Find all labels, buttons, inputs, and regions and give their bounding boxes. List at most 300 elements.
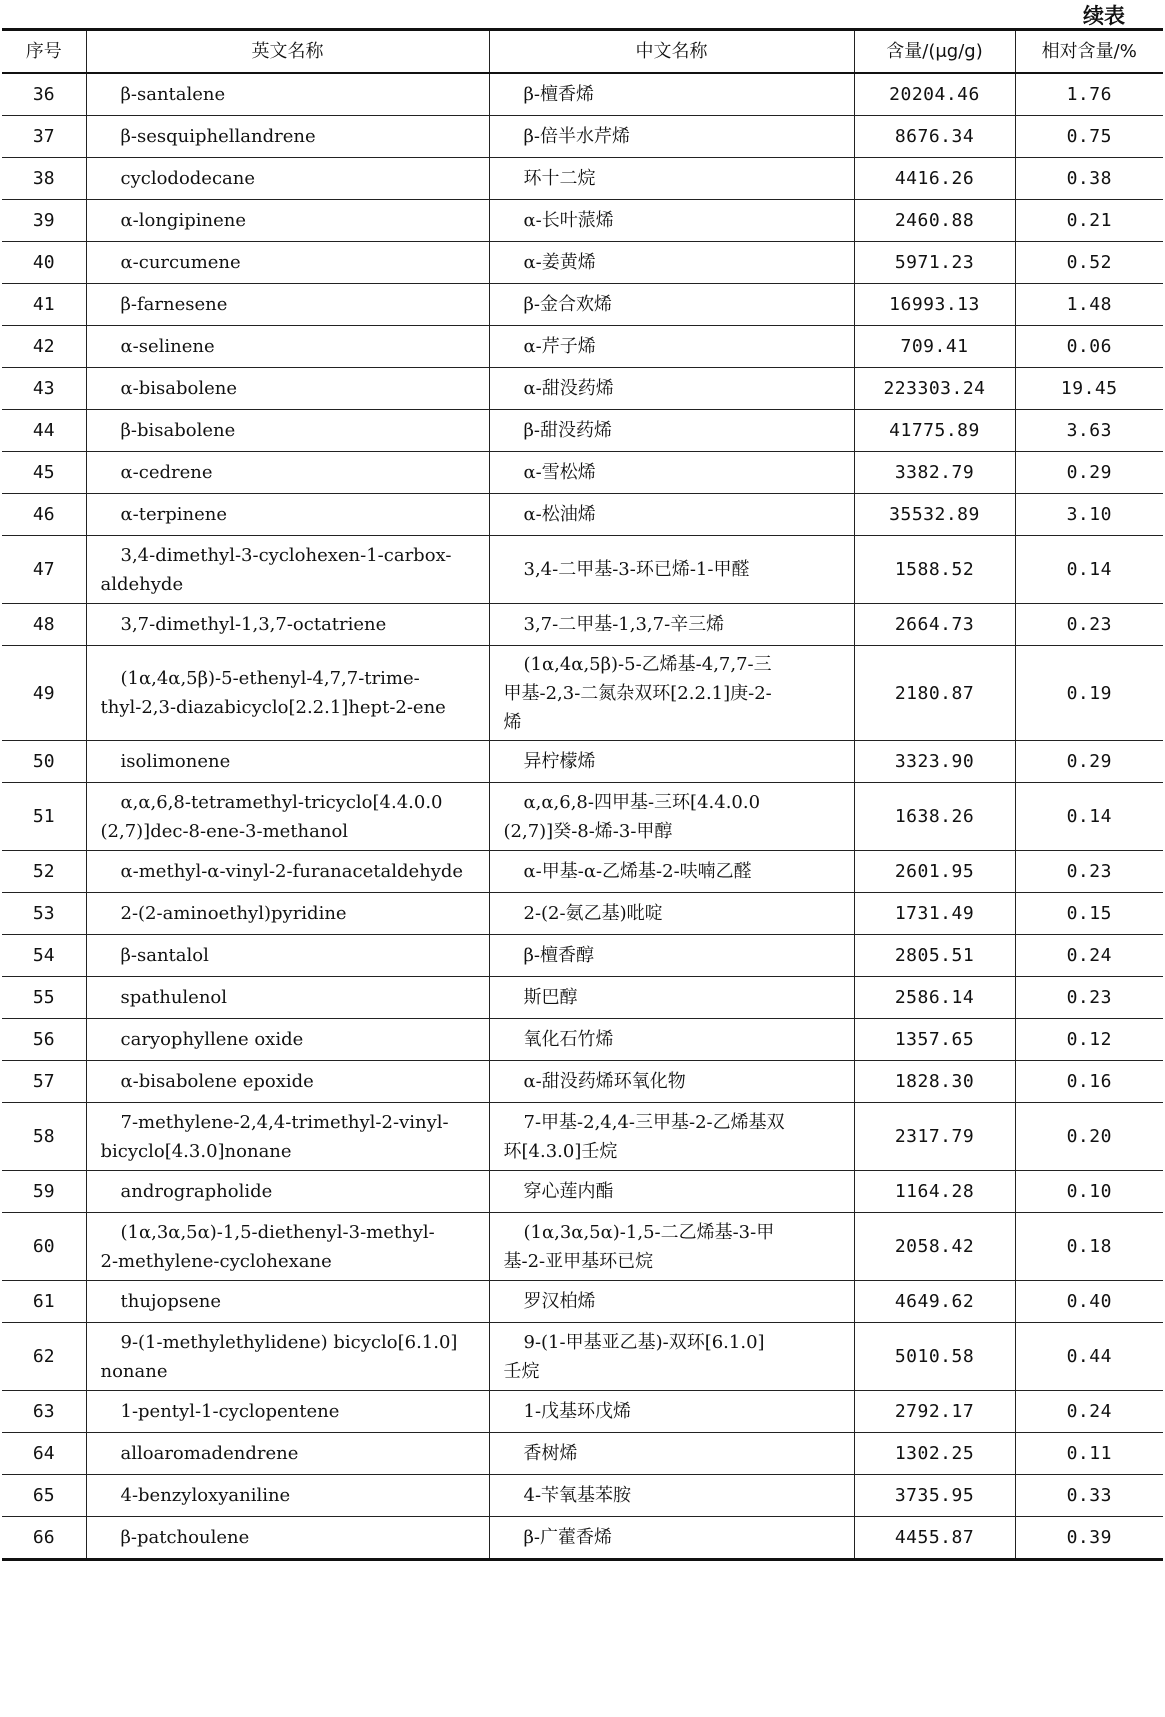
cell-content [854,893,1015,935]
cell-english-name [86,116,489,158]
cell-english-name-text: alloaromadendrene [120,1443,299,1464]
cell-content [854,1019,1015,1061]
cell-serial-no-text: 57 [32,1071,55,1092]
cell-chinese-name-text: α-长叶蒎烯 [523,210,614,231]
cell-chinese-name [489,604,854,646]
cell-content [854,200,1015,242]
cell-content-text: 41775.89 [889,420,980,441]
cell-english-name-text: thyl-2,3-diazabicyclo[2.2.1]hept-2-ene [100,697,446,718]
cell-chinese-name-text: 甲基-2,3-二氮杂双环[2.2.1]庚-2- [503,682,772,704]
cell-english-name-text: (1α,3α,5α)-1,5-diethenyl-3-methyl- [120,1221,435,1243]
cell-chinese-name [489,1171,854,1213]
cell-relative-content [1015,783,1163,851]
cell-content-text: 223303.24 [883,378,986,399]
cell-content-text: 8676.34 [894,126,975,147]
cell-relative-content [1015,1391,1163,1433]
cell-relative-content-text: 0.24 [1066,945,1112,966]
cell-relative-content [1015,494,1163,536]
cell-relative-content-text: 0.20 [1066,1126,1112,1147]
cell-content [854,326,1015,368]
cell-chinese-name-text: β-檀香醇 [523,945,594,966]
cell-content-text: 1164.28 [894,1181,975,1202]
cell-english-name [86,494,489,536]
cell-serial-no-text: 42 [32,336,55,357]
cell-chinese-name-text: 烯 [503,711,522,733]
cell-chinese-name-text: β-甜没药烯 [523,420,612,441]
cell-relative-content-text: 0.29 [1066,462,1112,483]
table-row [2,368,1163,410]
cell-chinese-name-text: 穿心莲内酯 [523,1181,614,1202]
cell-serial-no [2,284,86,326]
cell-chinese-name [489,1281,854,1323]
cell-chinese-name-text: α-雪松烯 [523,462,596,483]
cell-chinese-name [489,741,854,783]
cell-serial-no-text: 56 [32,1029,55,1050]
cell-serial-no [2,1475,86,1517]
cell-chinese-name-text: 氧化石竹烯 [523,1029,614,1050]
table-continued-caption: 续表 [1083,4,1125,28]
cell-serial-no [2,536,86,604]
cell-serial-no-text: 53 [32,903,55,924]
cell-relative-content [1015,116,1163,158]
cell-english-name-text: β-sesquiphellandrene [120,126,316,147]
cell-relative-content-text: 0.33 [1066,1485,1112,1506]
cell-serial-no [2,604,86,646]
cell-english-name-text: α-bisabolene [120,378,237,399]
cell-content-text: 1828.30 [894,1071,975,1092]
cell-chinese-name [489,200,854,242]
cell-content-text: 709.41 [900,336,969,357]
table-row [2,1061,1163,1103]
cell-chinese-name-text: 斯巴醇 [523,987,578,1008]
cell-english-name [86,646,489,741]
table-row [2,452,1163,494]
cell-chinese-name [489,116,854,158]
cell-serial-no-text: 49 [32,682,55,704]
cell-relative-content-text: 0.29 [1066,751,1112,772]
cell-english-name-text: thujopsene [120,1291,221,1312]
cell-relative-content-text: 0.38 [1066,168,1112,189]
cell-content [854,1433,1015,1475]
cell-relative-content [1015,1475,1163,1517]
cell-serial-no-text: 59 [32,1181,55,1202]
cell-serial-no [2,368,86,410]
cell-chinese-name [489,977,854,1019]
cell-english-name [86,410,489,452]
table-row [2,1323,1163,1391]
cell-content-text: 1302.25 [894,1443,975,1464]
cell-relative-content [1015,1061,1163,1103]
cell-chinese-name-text: 2-(2-氨乙基)吡啶 [523,903,663,924]
cell-english-name-text: 2-methylene-cyclohexane [100,1250,332,1272]
cell-chinese-name-text: α-甜没药烯 [523,378,614,399]
cell-content-text: 4416.26 [894,168,975,189]
cell-english-name [86,1323,489,1391]
cell-chinese-name [489,242,854,284]
cell-english-name-text: α-terpinene [120,504,227,525]
cell-serial-no-text: 64 [32,1443,55,1464]
cell-relative-content-text: 1.76 [1066,84,1112,105]
cell-content-text: 20204.46 [889,84,980,105]
table-row [2,73,1163,116]
cell-chinese-name-text: α-甜没药烯环氧化物 [523,1071,686,1092]
cell-serial-no-text: 37 [32,126,55,147]
cell-content [854,1213,1015,1281]
cell-content-text: 3323.90 [894,751,975,772]
cell-content [854,410,1015,452]
cell-serial-no [2,646,86,741]
cell-serial-no [2,158,86,200]
cell-relative-content-text: 3.63 [1066,420,1112,441]
cell-english-name [86,1475,489,1517]
cell-serial-no-text: 39 [32,210,55,231]
table-row [2,536,1163,604]
cell-content-text: 3735.95 [894,1485,975,1506]
cell-chinese-name-text: β-檀香烯 [523,84,594,105]
cell-chinese-name-text: β-金合欢烯 [523,294,612,315]
cell-content [854,452,1015,494]
cell-english-name-text: α-selinene [120,336,215,357]
cell-relative-content-text: 0.23 [1066,614,1112,635]
table-row [2,741,1163,783]
cell-content-text: 5010.58 [894,1346,975,1367]
cell-english-name [86,741,489,783]
cell-content-text: 1357.65 [894,1029,975,1050]
table-row [2,851,1163,893]
cell-serial-no-text: 38 [32,168,55,189]
cell-english-name-text: 4-benzyloxyaniline [120,1485,291,1506]
cell-chinese-name-text: 4-苄氧基苯胺 [523,1485,632,1506]
cell-content [854,1391,1015,1433]
cell-relative-content [1015,536,1163,604]
cell-serial-no-text: 48 [32,614,55,635]
cell-english-name-text: caryophyllene oxide [120,1029,304,1050]
cell-relative-content-text: 0.14 [1066,806,1112,827]
cell-chinese-name [489,1103,854,1171]
cell-content-text: 1731.49 [894,903,975,924]
cell-chinese-name [489,783,854,851]
cell-relative-content [1015,368,1163,410]
cell-serial-no [2,494,86,536]
cell-english-name [86,1391,489,1433]
cell-serial-no [2,1019,86,1061]
cell-relative-content-text: 19.45 [1060,378,1118,399]
cell-relative-content [1015,646,1163,741]
header-relative-content: 相对含量/% [1015,30,1163,74]
cell-chinese-name [489,1475,854,1517]
table-row [2,1475,1163,1517]
cell-relative-content [1015,242,1163,284]
cell-english-name [86,326,489,368]
cell-serial-no-text: 43 [32,378,55,399]
table-header-row [2,30,1163,74]
cell-relative-content [1015,200,1163,242]
cell-relative-content [1015,73,1163,116]
cell-english-name-text: β-santalol [120,945,209,966]
cell-chinese-name [489,1391,854,1433]
table-row [2,1103,1163,1171]
cell-content [854,1323,1015,1391]
cell-english-name [86,783,489,851]
cell-content [854,851,1015,893]
cell-relative-content [1015,893,1163,935]
cell-english-name-text: nonane [100,1360,168,1382]
cell-english-name-text: cyclododecane [120,168,256,189]
cell-chinese-name-text: 9-(1-甲基亚乙基)-双环[6.1.0] [523,1331,765,1353]
cell-relative-content-text: 0.14 [1066,559,1112,580]
cell-chinese-name [489,368,854,410]
cell-serial-no-text: 61 [32,1291,55,1312]
cell-content [854,741,1015,783]
cell-content [854,783,1015,851]
cell-chinese-name-text: 3,4-二甲基-3-环已烯-1-甲醛 [523,559,750,580]
cell-relative-content [1015,1433,1163,1475]
cell-relative-content [1015,741,1163,783]
cell-content [854,1171,1015,1213]
cell-chinese-name-text: 罗汉柏烯 [523,1291,596,1312]
cell-content [854,242,1015,284]
cell-serial-no [2,200,86,242]
cell-serial-no [2,893,86,935]
cell-serial-no-text: 63 [32,1401,55,1422]
cell-content-text: 2586.14 [894,987,975,1008]
cell-chinese-name-text: 香树烯 [523,1443,578,1464]
cell-serial-no [2,326,86,368]
cell-relative-content [1015,1281,1163,1323]
cell-chinese-name-text: 环十二烷 [523,168,596,189]
cell-english-name-text: bicyclo[4.3.0]nonane [100,1140,292,1162]
cell-relative-content [1015,1171,1163,1213]
cell-serial-no [2,410,86,452]
cell-content-text: 2317.79 [894,1126,975,1147]
cell-chinese-name [489,1061,854,1103]
table-row [2,326,1163,368]
cell-english-name [86,1171,489,1213]
cell-content [854,158,1015,200]
cell-chinese-name-text: α-甲基-α-乙烯基-2-呋喃乙醛 [523,861,752,882]
cell-content-text: 35532.89 [889,504,980,525]
cell-english-name [86,1019,489,1061]
cell-content-text: 4455.87 [894,1527,975,1548]
cell-serial-no-text: 44 [32,420,55,441]
cell-content [854,1103,1015,1171]
cell-chinese-name-text: α-芹子烯 [523,336,596,357]
cell-chinese-name [489,1213,854,1281]
cell-chinese-name [489,73,854,116]
cell-english-name-text: 3,7-dimethyl-1,3,7-octatriene [120,614,387,635]
cell-serial-no [2,1213,86,1281]
cell-relative-content [1015,452,1163,494]
header-chinese-name: 中文名称 [489,30,854,74]
cell-english-name [86,73,489,116]
cell-chinese-name-text: α,α,6,8-四甲基-三环[4.4.0.0 [523,791,761,813]
cell-serial-no [2,1433,86,1475]
cell-english-name-text: 2-(2-aminoethyl)pyridine [120,903,347,924]
cell-serial-no [2,1391,86,1433]
cell-relative-content-text: 0.44 [1066,1346,1112,1367]
cell-english-name-text: α-cedrene [120,462,213,483]
cell-relative-content [1015,977,1163,1019]
cell-content [854,1475,1015,1517]
table-row [2,1019,1163,1061]
cell-content [854,536,1015,604]
table-row [2,1391,1163,1433]
cell-serial-no [2,935,86,977]
cell-english-name-text: β-patchoulene [120,1527,250,1548]
cell-english-name-text: aldehyde [100,573,184,595]
table-row [2,200,1163,242]
cell-serial-no-text: 50 [32,751,55,772]
cell-content-text: 2460.88 [894,210,975,231]
table-row [2,1517,1163,1560]
cell-relative-content-text: 0.23 [1066,987,1112,1008]
header-english-name: 英文名称 [86,30,489,74]
cell-serial-no [2,1171,86,1213]
cell-chinese-name-text: 壬烷 [503,1360,540,1382]
cell-serial-no-text: 46 [32,504,55,525]
cell-serial-no-text: 60 [32,1236,55,1257]
cell-chinese-name [489,1323,854,1391]
table-row [2,1171,1163,1213]
cell-serial-no-text: 58 [32,1126,55,1147]
cell-relative-content-text: 0.52 [1066,252,1112,273]
cell-english-name-text: isolimonene [120,751,231,772]
cell-serial-no [2,1281,86,1323]
cell-content-text: 2664.73 [894,614,975,635]
cell-relative-content-text: 3.10 [1066,504,1112,525]
cell-serial-no [2,851,86,893]
header-content: 含量/(μg/g) [854,30,1015,74]
table-row [2,242,1163,284]
compound-table [2,28,1163,1561]
table-row [2,783,1163,851]
cell-serial-no-text: 65 [32,1485,55,1506]
header-serial-no: 序号 [2,30,86,74]
cell-chinese-name [489,1019,854,1061]
cell-content [854,116,1015,158]
cell-content-text: 2058.42 [894,1236,975,1257]
cell-relative-content [1015,935,1163,977]
table-row [2,935,1163,977]
cell-chinese-name-text: 7-甲基-2,4,4-三甲基-2-乙烯基双 [523,1111,785,1133]
cell-chinese-name [489,410,854,452]
cell-english-name-text: (2,7)]dec-8-ene-3-methanol [100,820,349,842]
cell-serial-no-text: 62 [32,1346,55,1367]
cell-english-name-text: (1α,4α,5β)-5-ethenyl-4,7,7-trime- [120,668,420,689]
cell-relative-content [1015,851,1163,893]
cell-chinese-name [489,1517,854,1560]
cell-english-name-text: α-bisabolene epoxide [120,1071,314,1092]
cell-relative-content-text: 0.24 [1066,1401,1112,1422]
table-row [2,494,1163,536]
cell-english-name [86,242,489,284]
table-row [2,158,1163,200]
cell-relative-content [1015,1019,1163,1061]
cell-content [854,73,1015,116]
cell-serial-no [2,1323,86,1391]
cell-english-name [86,935,489,977]
cell-chinese-name-text: (1α,4α,5β)-5-乙烯基-4,7,7-三 [523,653,772,675]
cell-serial-no [2,242,86,284]
table-row [2,646,1163,741]
cell-relative-content-text: 0.10 [1066,1181,1112,1202]
cell-chinese-name [489,452,854,494]
cell-chinese-name-text: β-倍半水芹烯 [523,126,630,147]
cell-content-text: 3382.79 [894,462,975,483]
cell-chinese-name-text: α-松油烯 [523,504,596,525]
cell-relative-content-text: 0.40 [1066,1291,1112,1312]
cell-relative-content-text: 0.19 [1066,682,1112,704]
cell-relative-content [1015,604,1163,646]
cell-serial-no-text: 45 [32,462,55,483]
cell-english-name-text: 7-methylene-2,4,4-trimethyl-2-vinyl- [120,1111,449,1133]
cell-english-name-text: α-longipinene [120,210,246,231]
cell-chinese-name [489,494,854,536]
cell-relative-content-text: 1.48 [1066,294,1112,315]
cell-serial-no [2,452,86,494]
cell-english-name [86,604,489,646]
table-row [2,977,1163,1019]
cell-content-text: 4649.62 [894,1291,975,1312]
cell-english-name-text: spathulenol [120,987,228,1008]
table-row [2,410,1163,452]
cell-chinese-name [489,646,854,741]
cell-chinese-name [489,893,854,935]
cell-chinese-name-text: 环[4.3.0]壬烷 [503,1140,618,1162]
cell-chinese-name-text: (2,7)]癸-8-烯-3-甲醇 [503,820,673,842]
cell-content [854,977,1015,1019]
cell-chinese-name [489,1433,854,1475]
cell-english-name [86,368,489,410]
cell-serial-no-text: 52 [32,861,55,882]
cell-english-name-text: β-santalene [120,84,226,105]
cell-chinese-name [489,284,854,326]
cell-chinese-name [489,326,854,368]
cell-content [854,284,1015,326]
cell-relative-content [1015,326,1163,368]
cell-english-name [86,452,489,494]
cell-relative-content [1015,1103,1163,1171]
cell-content [854,1281,1015,1323]
cell-content-text: 1588.52 [894,559,975,580]
table-row [2,1433,1163,1475]
cell-serial-no-text: 54 [32,945,55,966]
cell-english-name [86,536,489,604]
cell-chinese-name-text: 3,7-二甲基-1,3,7-辛三烯 [523,614,725,635]
cell-serial-no [2,116,86,158]
cell-chinese-name-text: α-姜黄烯 [523,252,596,273]
cell-serial-no [2,73,86,116]
cell-english-name-text: andrographolide [120,1181,273,1202]
cell-relative-content [1015,1213,1163,1281]
cell-chinese-name-text: 异柠檬烯 [523,751,596,772]
cell-serial-no-text: 51 [32,806,55,827]
cell-content-text: 2180.87 [894,682,975,704]
cell-relative-content-text: 0.75 [1066,126,1112,147]
table-row [2,893,1163,935]
cell-english-name-text: α-methyl-α-vinyl-2-furanacetaldehyde [120,861,464,882]
cell-serial-no [2,1103,86,1171]
cell-relative-content-text: 0.11 [1066,1443,1112,1464]
cell-relative-content-text: 0.16 [1066,1071,1112,1092]
cell-content-text: 2601.95 [894,861,975,882]
cell-english-name [86,1433,489,1475]
cell-english-name-text: α-curcumene [120,252,241,273]
cell-content-text: 5971.23 [894,252,975,273]
cell-content [854,646,1015,741]
cell-english-name [86,1517,489,1560]
cell-content [854,935,1015,977]
